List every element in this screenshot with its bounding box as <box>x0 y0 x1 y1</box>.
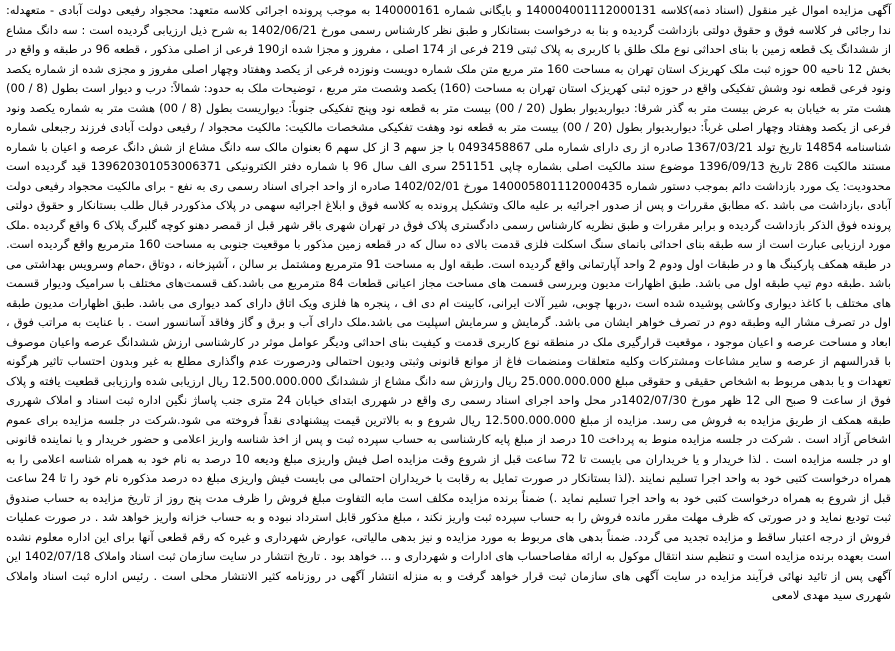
auction-notice-text: آگهی مزایده اموال غیر منقول (اسناد ذمه)کلاسه 140004001112000131 و بایگانی شماره 140000161 به موجب پرونده اجرائی کلاسه متعهد: محجواد رفیعی دولت آبادی - متعهدله: ندا رجائی فر کلاسه فوق و حقوق دولتی بازداشت گردیده و بنا به درخواست بستانکار و طبق نظر کارشناس رسمی مورخ 1402/06/21 به شرح ذیل ارزیابی گردیده است : سه دانگ مشاع از ششدانگ یک قطعه زمین با بنای احداثی نوع ملک طلق با کاربری به پلاک ثبتی 219 فرعی از 174 اصلی ، مفروز و مجزا شده از190 فرعی از اصلی مذکور ، قطعه 96 در طبقه و واقع در بخش 12 ناحیه 00 حوزه ثبت ملک کهریزک استان تهران به مساحت 160 متر مربع متن ملک شماره دویست ونوزده فرعی از یکصد وهفتاد وچهار اصلی مفروز و مجزی شده از شماره یکصد ونود فرعی قطعه نود وشش تفکیکی واقع در حوزه ثبتی کهریزک استان تهران به مساحت (160) یکصد وشصت متر مربع ، توضیحات ملک به حدود: شمالاً: درب و دیوار است بطول (8 / 00) هشت متر به خیابان به عرض بیست متر به گذر شرقا: دیواربدیوار بطول (20 / 00) بیست متر به قطعه نود وپنج تفکیکی جنوباً: دیواریست بطول (8 / 00) هشت متر به شماره یکصد ونود فرعی از یکصد وهفتاد وچهار اصلی غرباً: دیواربدیوار بطول (20 / 00) بیست متر به قطعه نود وهفت تفکیکی مشخصات مالکیت: مالکیت محجواد / رفیعی دولت آبادی فرزند رجبعلی شماره شناسنامه 14854 تاریخ تولد 1367/03/21 صادره از ری دارای شماره ملی 0493458867 با جز سهم 3 از کل سهم 6 بعنوان مالک سه دانگ مشاع از شش دانگ عرصه و اعیان با شماره مستند مالکیت 286 تاریخ 1396/09/13 موضوع سند مالکیت اصلی بشماره چاپی 251151 سری الف سال 96 با شماره دفتر الکترونیکی 139620301053006371 قید گردیده است محدودیت: یک مورد بازداشت دائم بموجب دستور شماره 140005801112000435 مورخ 1402/02/01 صادره از واحد اجرای اسناد رسمی ری به نفع - برای مالکیت محجواد رفیعی دولت آبادی ،بازداشت می باشد .که مطابق مقررات و پس از صدور اجرائیه بر علیه مالک وتشکیل پرونده به کلاسه فوق و ابلاغ اجرائیه سهمی در پلاک مذکوردر قبال طلب بستانکار و حقوق دولتی پرونده فوق الذکر بازداشت گردیده و برابر مقررات و طبق نظریه کارشناس رسمی دادگستری پلاک فوق در تهران شهری باقر شهر قبل از قمصر دهنو کوچه گلبرگ پلاک 6 واقع گردیده .ملک مورد ارزیابی عبارت است از سه طبقه بنای احداثی بانمای سنگ اسکلت فلزی قدمت بالای ده سال که در قطعه زمین مذکور با موقعیت جنوبی به مساحت 160 مترمربع واقع گردیده است. در طبقه همکف پارکینگ ها و در طبقات اول ودوم 2 واحد آپارتمانی واقع گردیده است. طبقه اول به مساحت 91 مترمربع ومشتمل بر سالن ، آشپزخانه ، دوتاق ،حمام وسرویس بهداشتی می باشد .طبقه دوم تیپ طبقه اول می باشد. طبق اظهارات مدیون وبررسی قسمت های مساحت مجاز اعیانی قطعات 84 مترمربع می باشد.کف قسمت‌های مختلف با سرامیک ودیوار قسمت های مختلف با کاغذ دیواری وکاشی پوشیده شده است ،دربها چوبی، شیر آلات ایرانی، کابینت ام دی اف ، پنجره ها فلزی ویک اتاق دارای کمد دیواری می باشد. طبق اظهارات مدیون طبقه اول در تصرف مشار الیه وطبقه دوم در تصرف خواهر ایشان می باشد. گرمایش و سرمایش اسپلیت می باشد.ملک دارای آب و برق و گاز وفاقد آسانسور است . با عنایت به مراتب فوق ، ابعاد و مساحت عرصه و اعیان موجود ، موقعیت قرارگیری ملک در منطقه نوع کاربری قدمت و کیفیت بنای احداثی ودیگر عوامل موثر در کارشناسی ارزش ششدانگ عرصه واعیان موصوف با قدرالسهم از عرصه و سایر مشاعات ومشترکات وکلیه متعلقات ومنضمات فاغ از موانع قانونی وثبتی ودیون احتمالی ودرصورت عدم واگذاری مطلع به غیر وبدون احتساب تاثیر هرگونه تعهدات و یا بدهی مربوط به اشخاص حقیقی و حقوقی مبلغ 25.000.000.000 ریال وارزش سه دانگ مشاع از ششدانگ 12.500.000.000 ریال ارزیابی شده وارزیابی قطعیت یافته و پلاک فوق از ساعت 9 صبح الی 12 ظهر مورخ 1402/07/30در محل واحد اجرای اسناد رسمی ری واقع در شهرری ابتدای خیابان 24 متری جنب پاساژ نگین اداره ثبت اسناد و املاک شهرری طبقه همکف از طریق مزایده به فروش می رسد. مزایده از مبلغ 12.500.000.000 ریال شروع و به بالاترین قیمت پیشنهادی نقداً فروخته می شود.شرکت در جلسه مزایده برای عموم اشخاص آزاد است . شرکت در جلسه مزایده منوط به پرداخت 10 درصد از مبلغ پایه کارشناسی به حساب سپرده ثبت و پس از اخذ شناسه واریز اعلامی و حضور خریدار و یا نماینده قانونی او در جلسه مزایده است . لذا خریدار و یا خریداران می بایست تا 72 ساعت قبل از شروع وقت مزایده اصل فیش واریزی مبلغ ودیعه 10 درصد به نام خود به همراه شناسه اعلامی را به همراه درخواست کتبی خود به واحد اجرا تسلیم نمایند .(لذا بستانکار در صورت تمایل به رقابت با خریداران احتمالی می بایست فیش واریزی مبلغ ده درصد مذکوره نام خود را تا 24 ساعت قبل از شروع به همراه درخواست کتبی خود به واحد اجرا تسلیم نماید .) ضمناً برنده مزایده مکلف است مابه التفاوت مبلغ فروش را ظرف مدت پنج روز از تاریخ مزایده به حساب صندوق ثبت تودیع نماید و در صورتی که ظرف مهلت مقرر مانده فروش را به حساب سپرده ثبت واریز نکند ، مبلغ مذکور قابل استرداد نبوده و به حساب خزانه واریز خواهد شد . در صورت عملیات فروش از درجه اعتبار ساقط و مزایده تجدید می گردد. ضمناً بدهی های مربوط به مورد مزایده و نیز بدهی مالیاتی، عوارض شهرداری و غیره که رقم قطعی آنها برای این اداره معلوم نشده است بعهده برنده مزایده است و تنظیم سند انتقال موکول به ارائه مفاصاحساب های ادارات و شهرداری و ... خواهد بود . تاریخ انتشار در سایت سازمان ثبت اسناد واملاک 1402/07/18 این آگهی پس از تائید نهائی فرآیند مزایده در سایت آگهی های سازمان ثبت قرار خواهد گرفت و به منزله انتشار آگهی در روزنامه کثیر الانتشار محلی است . رئیس اداره ثبت اسناد واملاک شهرری سید مهدی لامعی <box>6 3 892 602</box>
